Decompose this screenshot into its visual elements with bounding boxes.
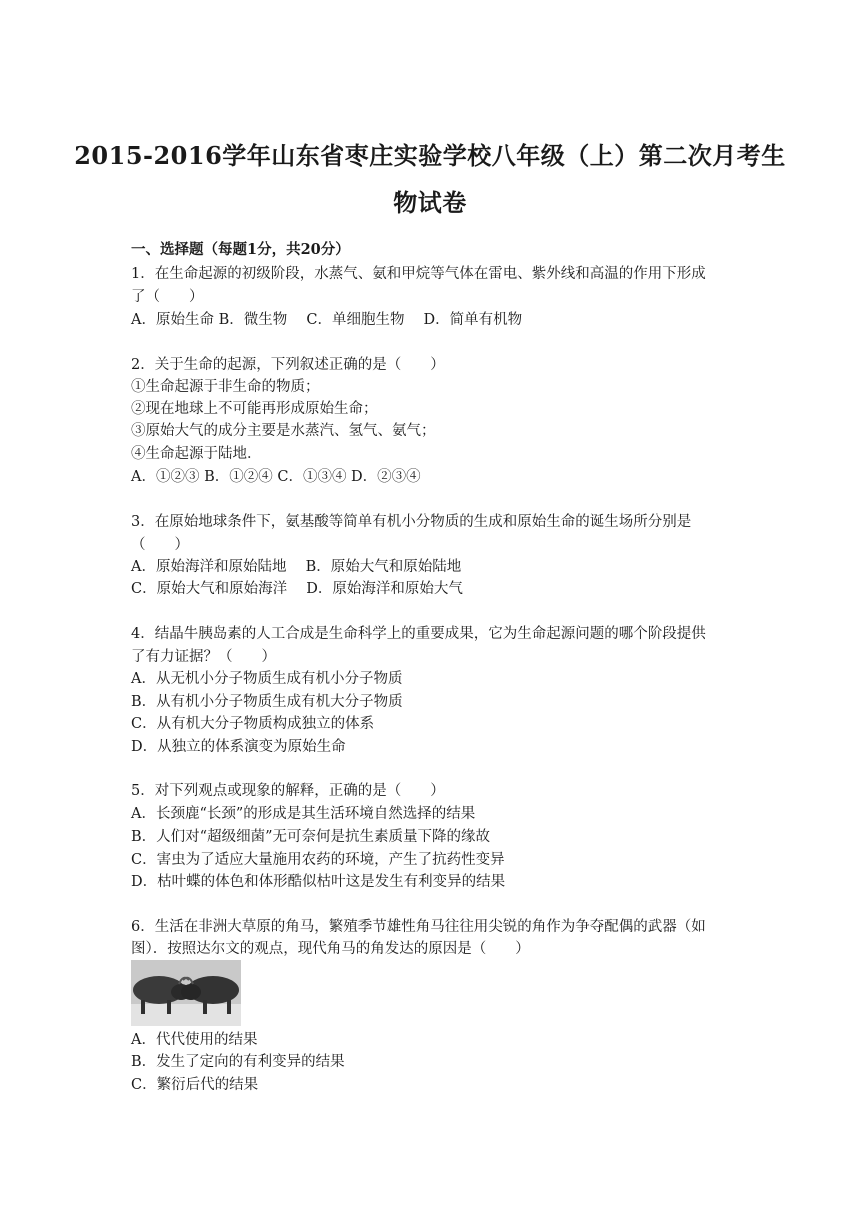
q6-option-a: A．代代使用的结果 — [131, 1032, 258, 1048]
q5-option-d: D．枯叶蝶的体色和体形酷似枯叶这是发生有利变异的结果 — [131, 874, 506, 890]
exam-title-line2: 物试卷 — [393, 188, 467, 217]
q6-stem-line2: 图）．按照达尔文的观点，现代角马的角发达的原因是（ ） — [131, 941, 530, 957]
q5-option-a: A．长颈鹿“长颈”的形成是其生活环境自然选择的结果 — [131, 806, 476, 822]
q4-option-a: A．从无机小分子物质生成有机小分子物质 — [131, 671, 403, 687]
q3-stem-line2: （ ） — [131, 537, 189, 553]
wildebeest-illustration — [131, 960, 241, 1026]
q3-stem-line1: 3．在原始地球条件下，氨基酸等简单有机小分物质的生成和原始生命的诞生场所分别是 — [131, 514, 692, 530]
wildebeest-fighting-photo — [131, 960, 241, 1026]
q3-options-line1: A．原始海洋和原始陆地 B．原始大气和原始陆地 — [131, 559, 462, 575]
q6-stem-line1: 6．生活在非洲大草原的角马，繁殖季节雄性角马往往用尖锐的角作为争夺配偶的武器（如 — [131, 919, 706, 935]
q5-stem: 5．对下列观点或现象的解释，正确的是（ ） — [131, 783, 445, 799]
q1-options: A．原始生命 B．微生物 C．单细胞生物 D．简单有机物 — [131, 312, 523, 328]
q3-options-line2: C．原始大气和原始海洋 D．原始海洋和原始大气 — [131, 581, 463, 597]
q4-option-b: B．从有机小分子物质生成有机大分子物质 — [131, 694, 403, 710]
exam-title-line1: 2015-2016学年山东省枣庄实验学校八年级（上）第二次月考生 — [74, 141, 786, 170]
q1-stem-line2: 了（ ） — [131, 289, 204, 305]
q2-item-3: ③原始大气的成分主要是水蒸汽、氢气、氨气； — [131, 423, 436, 439]
q6-option-b: B．发生了定向的有利变异的结果 — [131, 1054, 345, 1070]
q2-item-4: ④生命起源于陆地． — [131, 446, 262, 462]
q5-option-b: B．人们对“超级细菌”无可奈何是抗生素质量下降的缘故 — [131, 829, 490, 845]
q2-options: A．①②③ B．①②④ C．①③④ D．②③④ — [131, 469, 421, 485]
q4-option-d: D．从独立的体系演变为原始生命 — [131, 739, 346, 755]
q4-stem-line2: 了有力证据？（ ） — [131, 649, 276, 665]
q6-option-c: C．繁衍后代的结果 — [131, 1077, 259, 1093]
q1-stem-line1: 1．在生命起源的初级阶段，水蒸气、氨和甲烷等气体在雷电、紫外线和高温的作用下形成 — [131, 266, 706, 282]
q2-item-1: ①生命起源于非生命的物质； — [131, 379, 320, 395]
q2-stem: 2．关于生命的起源，下列叙述正确的是（ ） — [131, 357, 445, 373]
q2-item-2: ②现在地球上不可能再形成原始生命； — [131, 401, 378, 417]
q4-option-c: C．从有机大分子物质构成独立的体系 — [131, 716, 375, 732]
q5-option-c: C．害虫为了适应大量施用农药的环境，产生了抗药性变异 — [131, 852, 505, 868]
section-heading: 一、选择题（每题1分，共20分） — [131, 241, 350, 258]
q4-stem-line1: 4．结晶牛胰岛素的人工合成是生命科学上的重要成果，它为生命起源问题的哪个阶段提供 — [131, 626, 706, 642]
